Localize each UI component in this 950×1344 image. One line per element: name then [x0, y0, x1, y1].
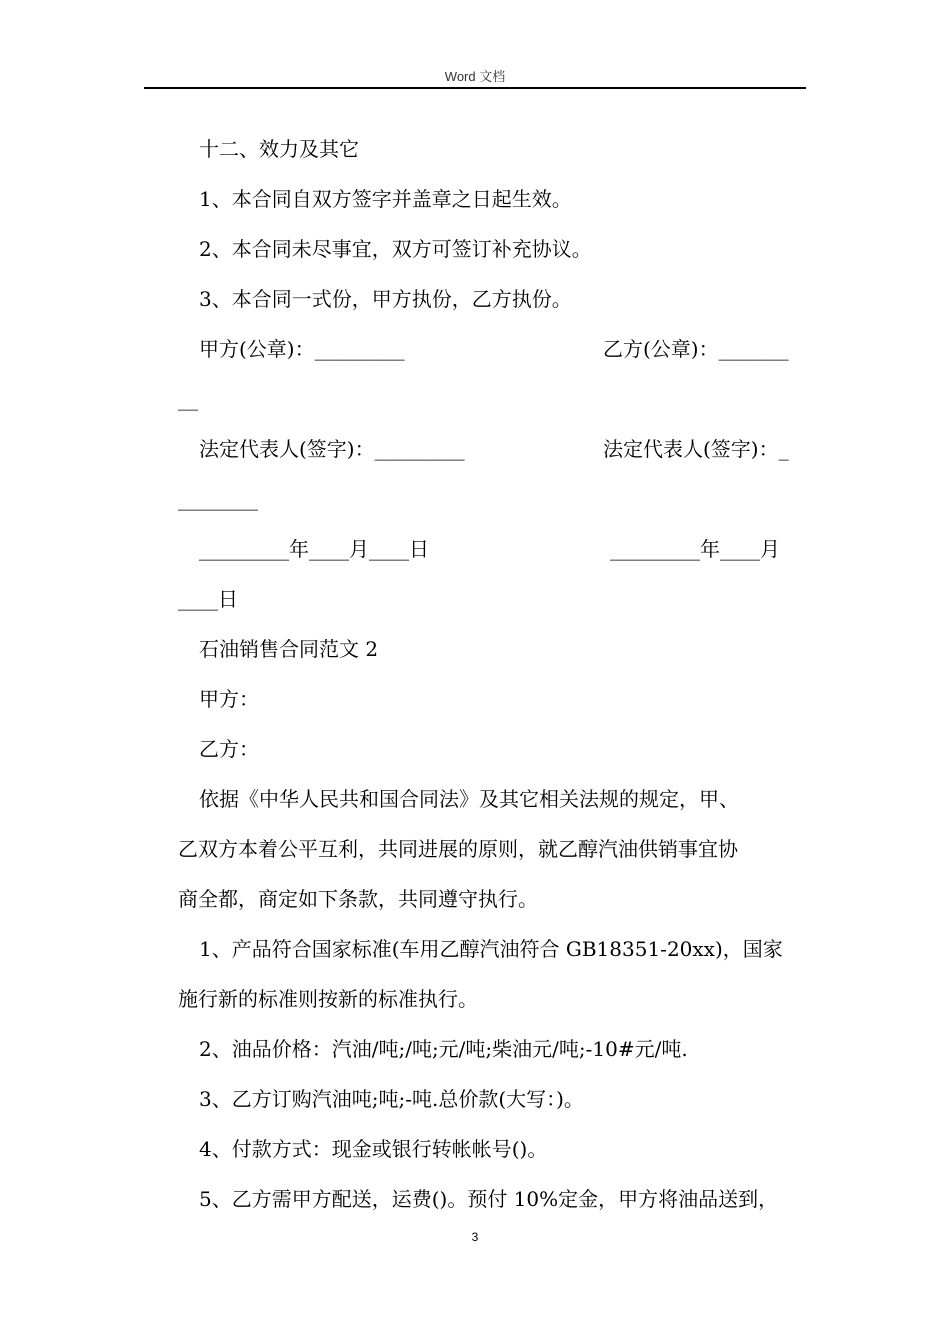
party-b-seal-signature-continued: __ — [178, 387, 198, 411]
term-1-line-2: 施行新的标准则按新的标准执行。 — [178, 987, 478, 1011]
party-b-date: _________年____月 — [610, 537, 780, 561]
term-4: 4、付款方式：现金或银行转帐帐号()。 — [199, 1137, 548, 1161]
clause-3: 3、本合同一式份，甲方执份，乙方执份。 — [199, 287, 572, 311]
party-b-date-continued: ____日 — [178, 587, 238, 611]
party-a-label: 甲方： — [199, 687, 259, 711]
term-1-line-1: 1、产品符合国家标准(车用乙醇汽油符合 GB18351-20xx)，国家 — [199, 937, 783, 961]
party-a-date: _________年____月____日 — [199, 537, 429, 561]
preamble-line-2: 乙双方本着公平互利，共同进展的原则，就乙醇汽油供销事宜协 — [178, 837, 738, 861]
section-heading: 十二、效力及其它 — [199, 137, 359, 161]
document-header-title: Word 文档 — [444, 69, 506, 84]
header-divider — [144, 87, 806, 89]
party-b-label: 乙方： — [199, 737, 259, 761]
page-number: 3 — [471, 1230, 479, 1244]
contract-2-title: 石油销售合同范文 2 — [199, 637, 379, 661]
party-b-representative-signature-continued: ________ — [178, 487, 258, 511]
party-a-representative-signature: 法定代表人(签字)：_________ — [199, 437, 465, 461]
term-5: 5、乙方需甲方配送，运费()。预付 10%定金，甲方将油品送到， — [199, 1187, 779, 1211]
clause-1: 1、本合同自双方签字并盖章之日起生效。 — [199, 187, 572, 211]
preamble-line-1: 依据《中华人民共和国合同法》及其它相关法规的规定，甲、 — [199, 787, 739, 811]
term-3: 3、乙方订购汽油吨;吨;-吨.总价款(大写：)。 — [199, 1087, 584, 1111]
party-b-representative-signature: 法定代表人(签字)：_ — [603, 437, 789, 461]
term-2: 2、油品价格：汽油/吨;/吨;元/吨;柴油元/吨;-10#元/吨. — [199, 1037, 688, 1061]
party-a-seal-signature: 甲方(公章)：_________ — [199, 337, 405, 361]
party-b-seal-signature: 乙方(公章)：_______ — [603, 337, 789, 361]
clause-2: 2、本合同未尽事宜，双方可签订补充协议。 — [199, 237, 592, 261]
preamble-line-3: 商全都，商定如下条款，共同遵守执行。 — [178, 887, 538, 911]
